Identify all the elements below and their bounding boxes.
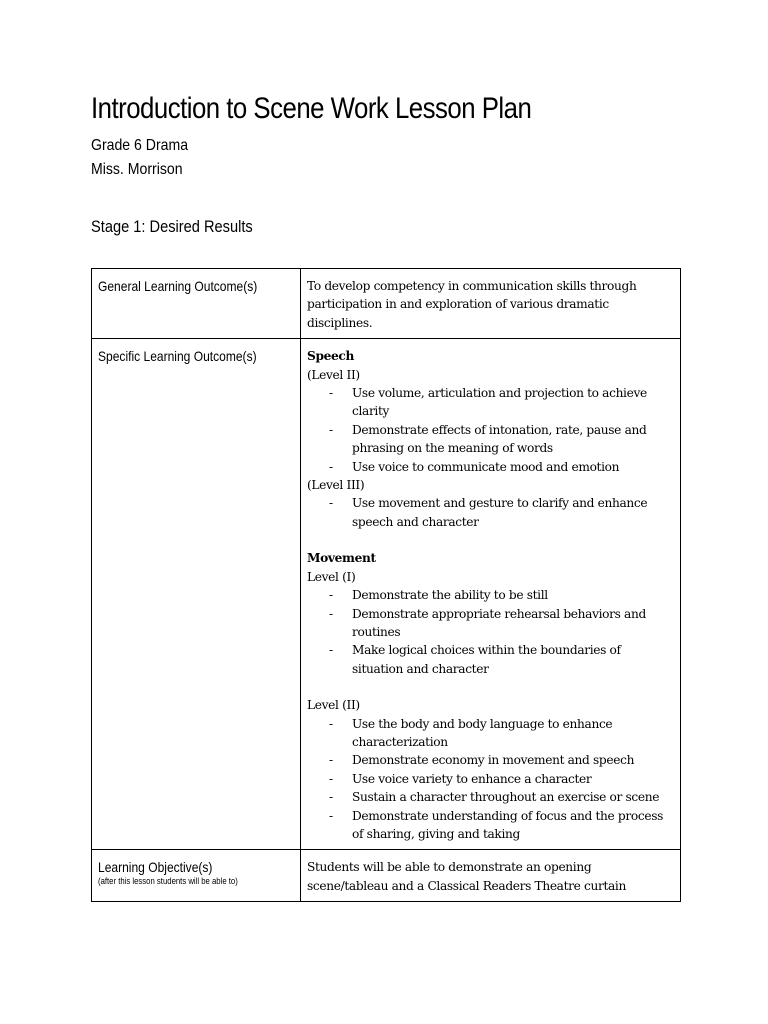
document-subtitle xyxy=(91,134,679,182)
grade-line: Grade 6 Drama xyxy=(91,137,189,154)
table-row-specific-outcome xyxy=(92,339,681,850)
document-title: Introduction to Scene Work Lesson Plan xyxy=(91,92,532,125)
lesson-plan-table xyxy=(91,268,681,902)
dash-bullet: - xyxy=(329,496,333,511)
movement-level1-label: Level (I) xyxy=(307,569,356,584)
section-spacer xyxy=(307,531,674,549)
movement-level2-list xyxy=(307,715,674,844)
speech-level3-list xyxy=(307,494,674,531)
list-item-text: Use voice to communicate mood and emotion xyxy=(352,459,620,474)
list-item-text: Demonstrate economy in movement and speech xyxy=(352,753,635,768)
dash-bullet: - xyxy=(329,790,333,805)
list-item-text: Use voice variety to enhance a character xyxy=(352,771,592,786)
dash-bullet: - xyxy=(329,386,333,401)
list-item xyxy=(307,807,674,844)
stage-heading: Stage 1: Desired Results xyxy=(91,217,253,236)
dash-bullet: - xyxy=(329,771,333,786)
movement-level2-label: Level (II) xyxy=(307,698,360,713)
speech-level3-label: (Level III) xyxy=(307,478,365,493)
list-item xyxy=(307,421,674,458)
table-row-learning-objective xyxy=(92,850,681,902)
list-item xyxy=(307,586,674,604)
dash-bullet: - xyxy=(329,643,333,658)
general-outcome-content-cell xyxy=(301,269,681,339)
speech-level2-list xyxy=(307,384,674,476)
list-item-text: Demonstrate the ability to be still xyxy=(352,588,548,603)
section-spacer xyxy=(307,678,674,696)
general-outcome-text: To develop competency in communication skills through participation in and exploration of various dramatic disciplines. xyxy=(307,279,637,330)
list-item-text: Use the body and body language to enhance characterization xyxy=(352,716,613,749)
specific-outcome-label-cell xyxy=(92,339,301,850)
movement-level1-list xyxy=(307,586,674,678)
list-item xyxy=(307,458,674,476)
movement-heading: Movement xyxy=(307,551,376,566)
learning-objective-label-cell xyxy=(92,850,301,902)
general-outcome-label: General Learning Outcome(s) xyxy=(98,278,258,294)
list-item xyxy=(307,494,674,531)
list-item xyxy=(307,770,674,788)
list-item-text: Demonstrate appropriate rehearsal behaviors and routines xyxy=(352,606,646,639)
list-item xyxy=(307,715,674,752)
table-row-general-outcome xyxy=(92,269,681,339)
learning-objective-text: Students will be able to demonstrate an opening scene/tableau and a Classical Readers Theatre curtain xyxy=(307,860,626,893)
dash-bullet: - xyxy=(329,422,333,437)
list-item xyxy=(307,788,674,806)
dash-bullet: - xyxy=(329,588,333,603)
list-item-text: Demonstrate understanding of focus and the process of sharing, giving and taking xyxy=(352,808,663,841)
dash-bullet: - xyxy=(329,753,333,768)
speech-level2-label: (Level II) xyxy=(307,367,360,382)
document-header xyxy=(91,88,679,239)
list-item-text: Demonstrate effects of intonation, rate, pause and phrasing on the meaning of words xyxy=(352,422,647,456)
learning-objective-note: (after this lesson students will be able to) xyxy=(98,876,238,887)
list-item xyxy=(307,641,674,678)
specific-outcome-content-cell xyxy=(301,339,681,850)
list-item-text: Use volume, articulation and projection to achieve clarity xyxy=(352,386,647,419)
learning-objective-label: Learning Objective(s) xyxy=(98,859,213,876)
dash-bullet: - xyxy=(329,808,333,823)
list-item-text: Use movement and gesture to clarify and enhance speech and character xyxy=(352,496,648,529)
learning-objective-content-cell xyxy=(301,850,681,902)
specific-outcome-label: Specific Learning Outcome(s) xyxy=(98,348,257,365)
general-outcome-label-cell xyxy=(92,269,301,339)
dash-bullet: - xyxy=(329,606,333,621)
list-item-text: Sustain a character throughout an exercise or scene xyxy=(352,790,660,805)
dash-bullet: - xyxy=(329,716,333,731)
list-item xyxy=(307,605,674,642)
dash-bullet: - xyxy=(329,459,333,474)
list-item xyxy=(307,384,674,421)
speech-heading: Speech xyxy=(307,349,355,364)
teacher-line: Miss. Morrison xyxy=(91,161,183,178)
list-item-text: Make logical choices within the boundaries of situation and character xyxy=(352,643,621,676)
list-item xyxy=(307,751,674,769)
